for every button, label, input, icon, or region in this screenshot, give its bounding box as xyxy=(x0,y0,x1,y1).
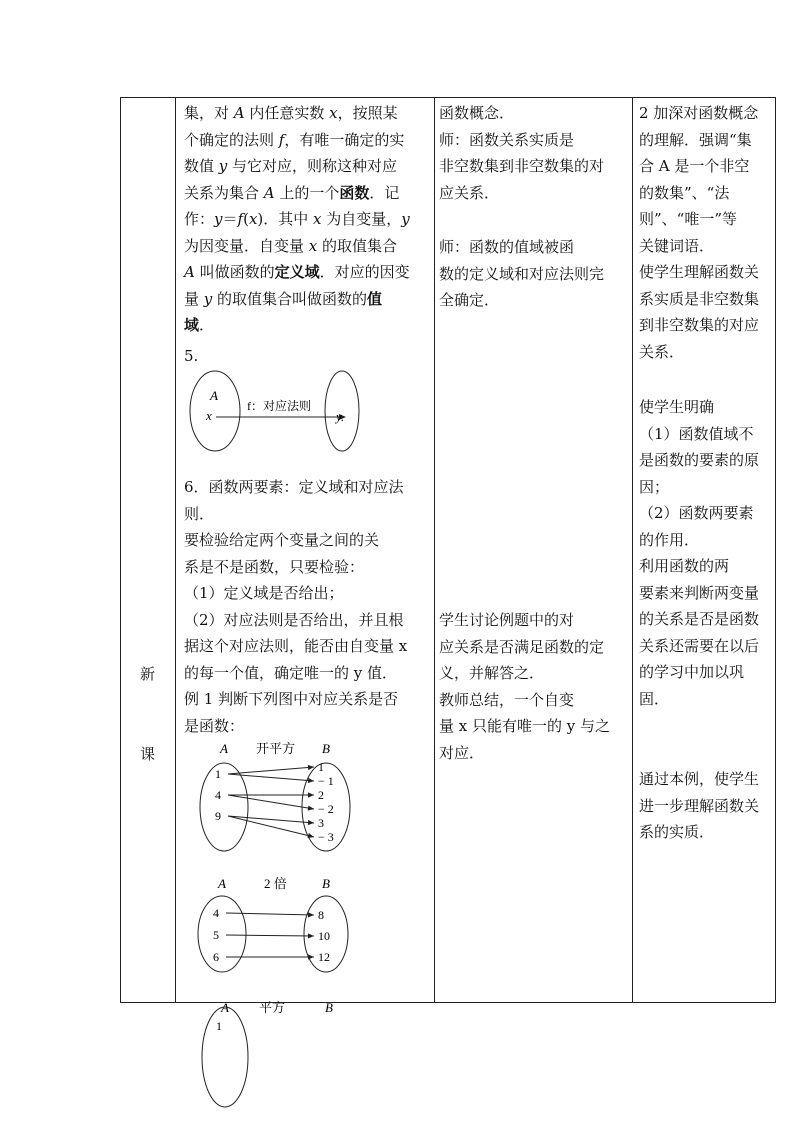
text-line: 的作用． xyxy=(639,530,700,549)
arrow-head xyxy=(308,792,314,797)
text-line: 对应． xyxy=(439,743,485,762)
math-variable: x xyxy=(248,210,258,228)
arrow-head xyxy=(308,954,314,959)
text-line: 系是不是函数，只要检验： xyxy=(184,557,365,576)
text-line: 2 加深对函数概念 xyxy=(639,104,759,122)
text-line: 的理解．强调“集 xyxy=(639,130,752,149)
text-line: 则． xyxy=(184,504,215,523)
text-run: 内任意实数 xyxy=(244,104,330,122)
math-variable: A xyxy=(263,183,275,202)
text-line xyxy=(184,286,382,312)
codomain-element: 8 xyxy=(318,908,324,922)
text-line: 通过本例，使学生 xyxy=(639,770,760,788)
text-run: 的取值集合叫做函数的 xyxy=(212,289,368,308)
from-set-label: A xyxy=(221,1000,229,1015)
codomain-element: 1 xyxy=(318,760,324,774)
rule-label: 平方 xyxy=(259,1000,286,1015)
text-line: 据这个对应法则，能否由自变量 x xyxy=(184,637,408,655)
text-run: ． xyxy=(199,316,215,334)
text-line: 例 1 判断下列图中对应关系是否 xyxy=(184,690,399,708)
text-line: 师：函数的值域被函 xyxy=(439,238,575,256)
arrow-head xyxy=(308,912,314,917)
math-variable: y xyxy=(401,210,410,228)
text-line: 是函数的要素的原 xyxy=(639,451,760,469)
mapping-arrow xyxy=(226,913,314,915)
to-set-label: B xyxy=(322,876,330,891)
domain-element: 5 xyxy=(213,928,219,942)
mapping-diagram-sqrt xyxy=(194,741,374,853)
text-run: ．对应的因变 xyxy=(319,263,410,281)
text-line xyxy=(184,127,404,153)
text-line: 全确定． xyxy=(439,291,500,309)
text-line: 关键词语． xyxy=(639,236,715,255)
key-term: 定义域 xyxy=(274,263,320,281)
text-line: 非空数集到非空数集的对 xyxy=(439,157,605,175)
domain-element: 6 xyxy=(213,950,219,964)
rule-label: 开平方 xyxy=(256,741,296,756)
text-line: 数的定义域和对应法则完 xyxy=(439,264,605,283)
text-run: 为因变量．自变量 xyxy=(184,236,309,255)
set-a-label: A xyxy=(210,388,218,403)
from-set-label: A xyxy=(220,741,228,756)
text-line xyxy=(184,180,399,206)
text-run: ( xyxy=(243,210,249,228)
codomain-element: 10 xyxy=(318,929,330,943)
text-run: 上的一个 xyxy=(274,183,340,202)
text-line: 要素来判断两变量 xyxy=(639,583,760,602)
set-a-ellipse xyxy=(190,371,240,451)
element-x-label: x xyxy=(206,408,212,423)
text-run: ，按照某 xyxy=(337,104,398,122)
text-line: （1）函数值域不 xyxy=(639,424,754,443)
domain-element: 9 xyxy=(215,809,221,823)
text-run: ，有唯一确定的实 xyxy=(284,130,405,149)
text-line xyxy=(184,153,397,179)
math-variable: x xyxy=(329,104,338,122)
text-line: 的每一个值，确定唯一的 y 值． xyxy=(184,663,398,682)
text-run: ＝ xyxy=(222,210,238,228)
text-line: 要检验给定两个变量之间的关 xyxy=(184,531,380,549)
text-line: 固． xyxy=(639,689,670,708)
to-set-label: B xyxy=(322,741,330,756)
math-variable: f xyxy=(278,130,285,149)
text-line: 是函数： xyxy=(184,716,245,735)
mapping-figure-5 xyxy=(184,366,364,458)
text-line: 关系还需要在以后 xyxy=(639,636,760,655)
text-line: 义，并解答之． xyxy=(439,664,545,682)
from-set-ellipse xyxy=(200,763,248,851)
arrow-head xyxy=(308,833,314,838)
math-variable: y xyxy=(214,210,223,228)
text-line xyxy=(184,233,397,259)
mapping-diagram-square xyxy=(193,1000,373,1112)
codomain-element: 2 xyxy=(318,788,324,802)
domain-element: 1 xyxy=(216,1019,222,1033)
text-line: 量 x 只能有唯一的 y 与之 xyxy=(439,717,611,735)
text-run: 与它对应，则称这种对应 xyxy=(227,157,398,175)
rule-label: 2 倍 xyxy=(264,876,287,891)
text-line: 则”、“唯一”等 xyxy=(639,210,738,228)
codomain-element: 12 xyxy=(318,950,330,964)
mapping-arrow xyxy=(228,795,314,809)
math-variable: x xyxy=(308,236,318,255)
codomain-element: − 2 xyxy=(318,802,334,816)
item-5-label: 5. xyxy=(184,347,199,365)
intent-column xyxy=(633,98,777,1002)
section-label-char: 新 xyxy=(140,665,156,683)
text-run: ．记 xyxy=(369,183,400,202)
from-set-ellipse xyxy=(202,1007,248,1107)
text-line: 使学生明确 xyxy=(639,398,715,416)
domain-element: 4 xyxy=(213,906,219,920)
mapping-diagram-double xyxy=(194,876,374,976)
text-line xyxy=(184,312,214,338)
text-line: （2）函数两要素 xyxy=(639,504,754,522)
text-line: （1）定义域是否给出； xyxy=(184,584,344,602)
image-y-label: y. xyxy=(336,409,345,424)
section-label-char: 课 xyxy=(140,745,156,763)
arrow-head xyxy=(308,933,314,938)
text-line: 的学习中加以巩 xyxy=(639,663,745,681)
codomain-element: 3 xyxy=(318,816,324,830)
math-variable: x xyxy=(313,210,322,228)
text-line xyxy=(184,259,410,285)
text-run: 个确定的法则 xyxy=(184,130,279,149)
text-run: 的取值集合 xyxy=(317,236,398,255)
text-line xyxy=(184,100,398,126)
text-run: 关系为集合 xyxy=(184,183,264,202)
text-line: 系的实质． xyxy=(639,823,715,841)
codomain-element: − 3 xyxy=(318,830,334,844)
text-line: （2）对应法则是否给出，并且根 xyxy=(184,610,404,629)
text-line: 师：函数关系实质是 xyxy=(439,130,575,149)
text-run: 作： xyxy=(184,210,215,228)
text-line: 因； xyxy=(639,477,670,496)
section-column xyxy=(121,98,175,1002)
text-line: 的关系是否是函数 xyxy=(639,610,760,628)
arrow-head xyxy=(308,820,314,825)
text-line xyxy=(184,206,410,232)
from-set-label: A xyxy=(218,876,226,891)
lesson-table xyxy=(120,97,776,1003)
text-line: 系实质是非空数集 xyxy=(639,289,760,308)
math-variable: A xyxy=(184,263,195,281)
math-variable: A xyxy=(233,104,245,122)
text-line: 合 A 是一个非空 xyxy=(639,157,750,175)
text-run: 叫做函数的 xyxy=(194,263,275,281)
text-line: 的数集”、“法 xyxy=(639,183,730,202)
mapping-arrow xyxy=(228,774,314,781)
to-set-label: B xyxy=(325,1000,333,1015)
activity-column xyxy=(435,98,632,1002)
math-variable: y xyxy=(218,157,228,175)
rule-label: f：对应法则 xyxy=(247,399,311,413)
text-line: 学生讨论例题中的对 xyxy=(439,611,575,629)
domain-element: 1 xyxy=(215,767,221,781)
text-line: 函数概念． xyxy=(439,104,515,122)
text-run: )．其中 xyxy=(257,210,314,228)
content-column xyxy=(176,98,434,1002)
text-line: 进一步理解函数关 xyxy=(639,796,760,815)
text-line: 6．函数两要素：定义域和对应法 xyxy=(184,478,404,496)
key-term: 域 xyxy=(184,316,200,334)
text-run: 数值 xyxy=(184,157,219,175)
key-term: 值 xyxy=(367,289,383,308)
mapping-arrow xyxy=(228,767,314,774)
text-line: 到非空数集的对应 xyxy=(639,316,760,334)
text-line: 关系． xyxy=(639,342,685,361)
text-line: 教师总结，一个自变 xyxy=(439,690,575,709)
text-run: 量 xyxy=(184,289,204,308)
key-term: 函数 xyxy=(339,183,370,202)
math-variable: y xyxy=(203,289,213,308)
arrow-head xyxy=(308,805,314,810)
text-line: 利用函数的两 xyxy=(639,557,730,575)
text-line: 应关系是否满足函数的定 xyxy=(439,637,605,656)
math-variable: f xyxy=(237,210,244,228)
arrow-head xyxy=(308,778,314,783)
text-line: 使学生理解函数关 xyxy=(639,263,760,281)
mapping-arrow xyxy=(226,935,314,936)
text-run: 为自变量， xyxy=(321,210,402,228)
codomain-element: − 1 xyxy=(318,774,334,788)
text-line: 应关系． xyxy=(439,183,500,202)
from-set-ellipse xyxy=(198,896,246,972)
domain-element: 4 xyxy=(215,788,221,802)
text-run: 集，对 xyxy=(184,104,234,122)
